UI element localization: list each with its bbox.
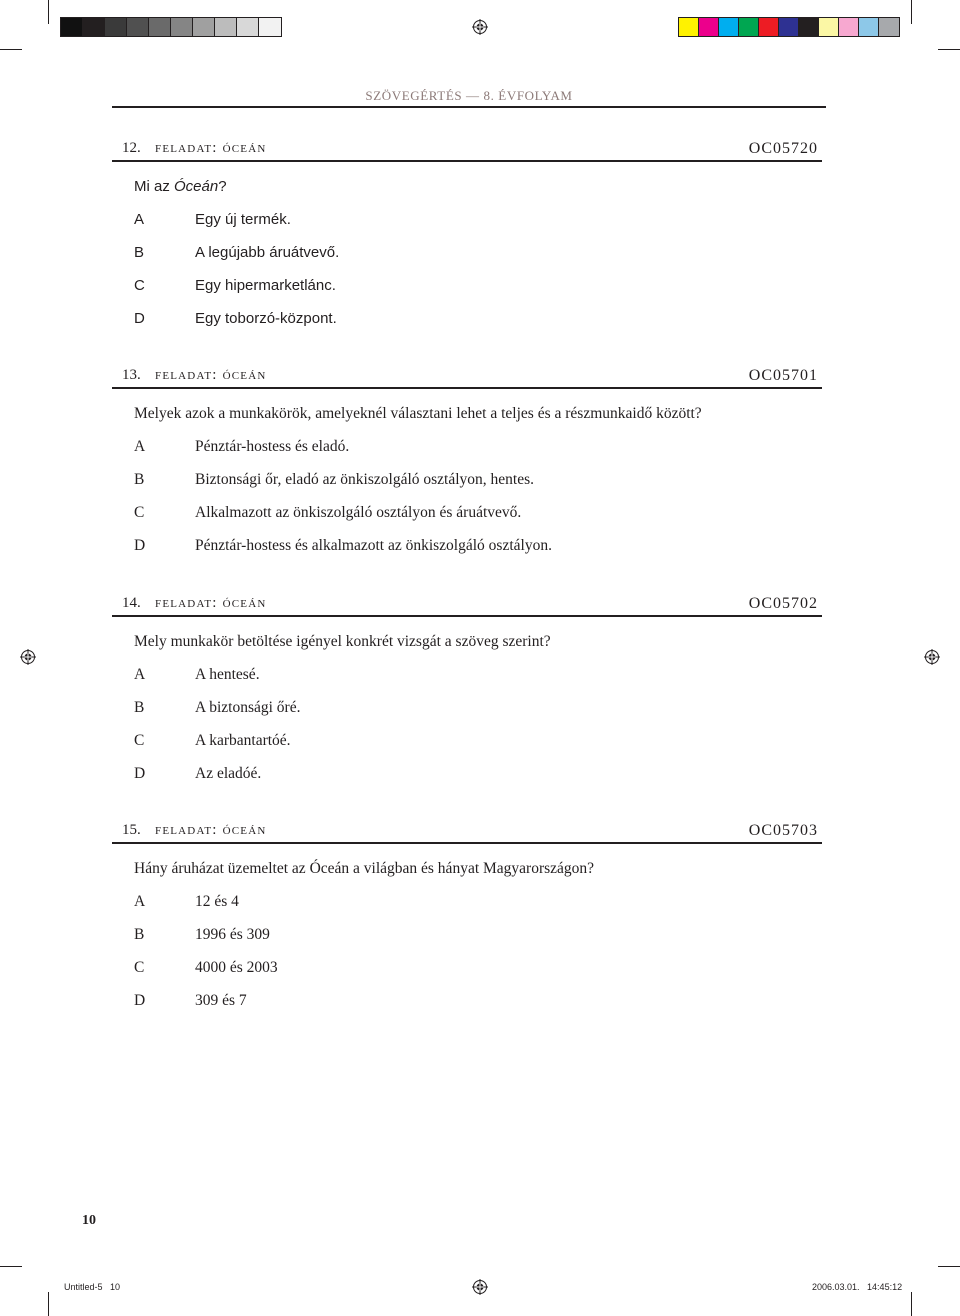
option-letter: D xyxy=(134,537,146,554)
color-swatch xyxy=(259,18,281,36)
crop-mark xyxy=(911,0,912,24)
color-swatch xyxy=(859,18,879,36)
color-swatch xyxy=(215,18,237,36)
option-text: Egy toborzó-központ. xyxy=(195,310,337,327)
task-number: 15. xyxy=(122,822,141,838)
color-swatch xyxy=(819,18,839,36)
task-number: 12. xyxy=(122,140,141,156)
question-text: Mely munkakör betöltése igényel konkrét vizsgát a szöveg szerint? xyxy=(134,633,551,650)
page-number: 10 xyxy=(82,1213,96,1228)
option-letter: A xyxy=(134,438,146,455)
option-letter: A xyxy=(134,666,146,683)
task-code: OC05702 xyxy=(748,595,818,612)
task-header xyxy=(112,138,822,162)
color-swatch xyxy=(61,18,83,36)
option-text: A legújabb áruátvevő. xyxy=(195,244,340,261)
color-swatch xyxy=(839,18,859,36)
color-swatch xyxy=(799,18,819,36)
task-header xyxy=(112,593,822,617)
option-text: A hentesé. xyxy=(195,666,260,683)
color-swatch xyxy=(171,18,193,36)
option-text: Alkalmazott az önkiszolgáló osztályon és áruátvevő. xyxy=(195,504,522,521)
question-text: Melyek azok a munkakörök, amelyeknél választani lehet a teljes és a részmunkaidő között? xyxy=(134,405,702,422)
color-swatch xyxy=(879,18,899,36)
option-letter: B xyxy=(134,471,145,488)
option-letter: A xyxy=(134,211,145,228)
option-letter: B xyxy=(134,699,145,716)
task-number: 14. xyxy=(122,595,141,611)
crop-mark xyxy=(0,1266,22,1267)
slug-timestamp: 2006.03.01. 14:45:12 xyxy=(812,1282,903,1292)
question-text: Mi az Óceán? xyxy=(134,178,227,195)
option-letter: C xyxy=(134,959,145,976)
task-code: OC05720 xyxy=(748,140,818,157)
registration-mark-icon xyxy=(924,649,940,665)
option-text: Egy hipermarketlánc. xyxy=(195,277,336,294)
color-swatch xyxy=(83,18,105,36)
gray-swatch-strip xyxy=(60,17,282,37)
color-swatch xyxy=(193,18,215,36)
color-swatch xyxy=(699,18,719,36)
task-title: feladat: óceán xyxy=(155,140,267,156)
question-text: Hány áruházat üzemeltet az Óceán a világban és hányat Magyarországon? xyxy=(134,860,595,877)
crop-mark xyxy=(938,1266,960,1267)
crop-mark xyxy=(48,0,49,24)
option-letter: D xyxy=(134,992,146,1009)
option-letter: B xyxy=(134,926,145,943)
color-swatch xyxy=(149,18,171,36)
option-text: Biztonsági őr, eladó az önkiszolgáló osztályon, hentes. xyxy=(195,471,535,488)
task-title: feladat: óceán xyxy=(155,822,267,838)
running-head: SZÖVEGÉRTÉS — 8. ÉVFOLYAM xyxy=(365,88,573,103)
color-swatch xyxy=(105,18,127,36)
task-15 xyxy=(112,820,822,1020)
option-letter: C xyxy=(134,732,145,749)
task-13 xyxy=(112,365,822,565)
task-header xyxy=(112,365,822,389)
option-text: Pénztár-hostess és alkalmazott az önkiszolgáló osztályon. xyxy=(195,537,552,554)
option-letter: C xyxy=(134,504,145,521)
task-14 xyxy=(112,593,822,793)
task-title: feladat: óceán xyxy=(155,595,267,611)
task-code: OC05703 xyxy=(748,822,818,839)
color-swatch xyxy=(779,18,799,36)
color-swatch xyxy=(719,18,739,36)
option-text: A biztonsági őré. xyxy=(195,699,301,716)
task-code: OC05701 xyxy=(748,367,818,384)
color-swatch xyxy=(127,18,149,36)
crop-mark xyxy=(911,1292,912,1316)
registration-mark-icon xyxy=(472,1279,488,1295)
crop-mark xyxy=(48,1292,49,1316)
option-text: Egy új termék. xyxy=(195,211,291,228)
crop-mark xyxy=(0,49,22,50)
color-swatch xyxy=(759,18,779,36)
registration-mark-icon xyxy=(472,19,488,35)
task-title: feladat: óceán xyxy=(155,367,267,383)
crop-mark xyxy=(938,49,960,50)
color-swatch xyxy=(739,18,759,36)
header-rule xyxy=(112,106,826,108)
slug-filename: Untitled-5 10 xyxy=(64,1282,121,1292)
option-text: 12 és 4 xyxy=(195,893,239,910)
option-text: Az eladóé. xyxy=(195,765,262,782)
option-text: A karbantartóé. xyxy=(195,732,291,749)
color-swatch xyxy=(237,18,259,36)
option-text: 1996 és 309 xyxy=(195,926,270,943)
option-text: 309 és 7 xyxy=(195,992,247,1009)
task-number: 13. xyxy=(122,367,141,383)
task-header xyxy=(112,820,822,844)
option-letter: A xyxy=(134,893,146,910)
registration-mark-icon xyxy=(20,649,36,665)
option-text: 4000 és 2003 xyxy=(195,959,278,976)
color-swatch xyxy=(679,18,699,36)
option-letter: D xyxy=(134,765,146,782)
task-12 xyxy=(112,138,822,338)
option-text: Pénztár-hostess és eladó. xyxy=(195,438,350,455)
color-swatch-strip xyxy=(678,17,900,37)
option-letter: C xyxy=(134,277,145,294)
option-letter: B xyxy=(134,244,145,261)
option-letter: D xyxy=(134,310,145,327)
